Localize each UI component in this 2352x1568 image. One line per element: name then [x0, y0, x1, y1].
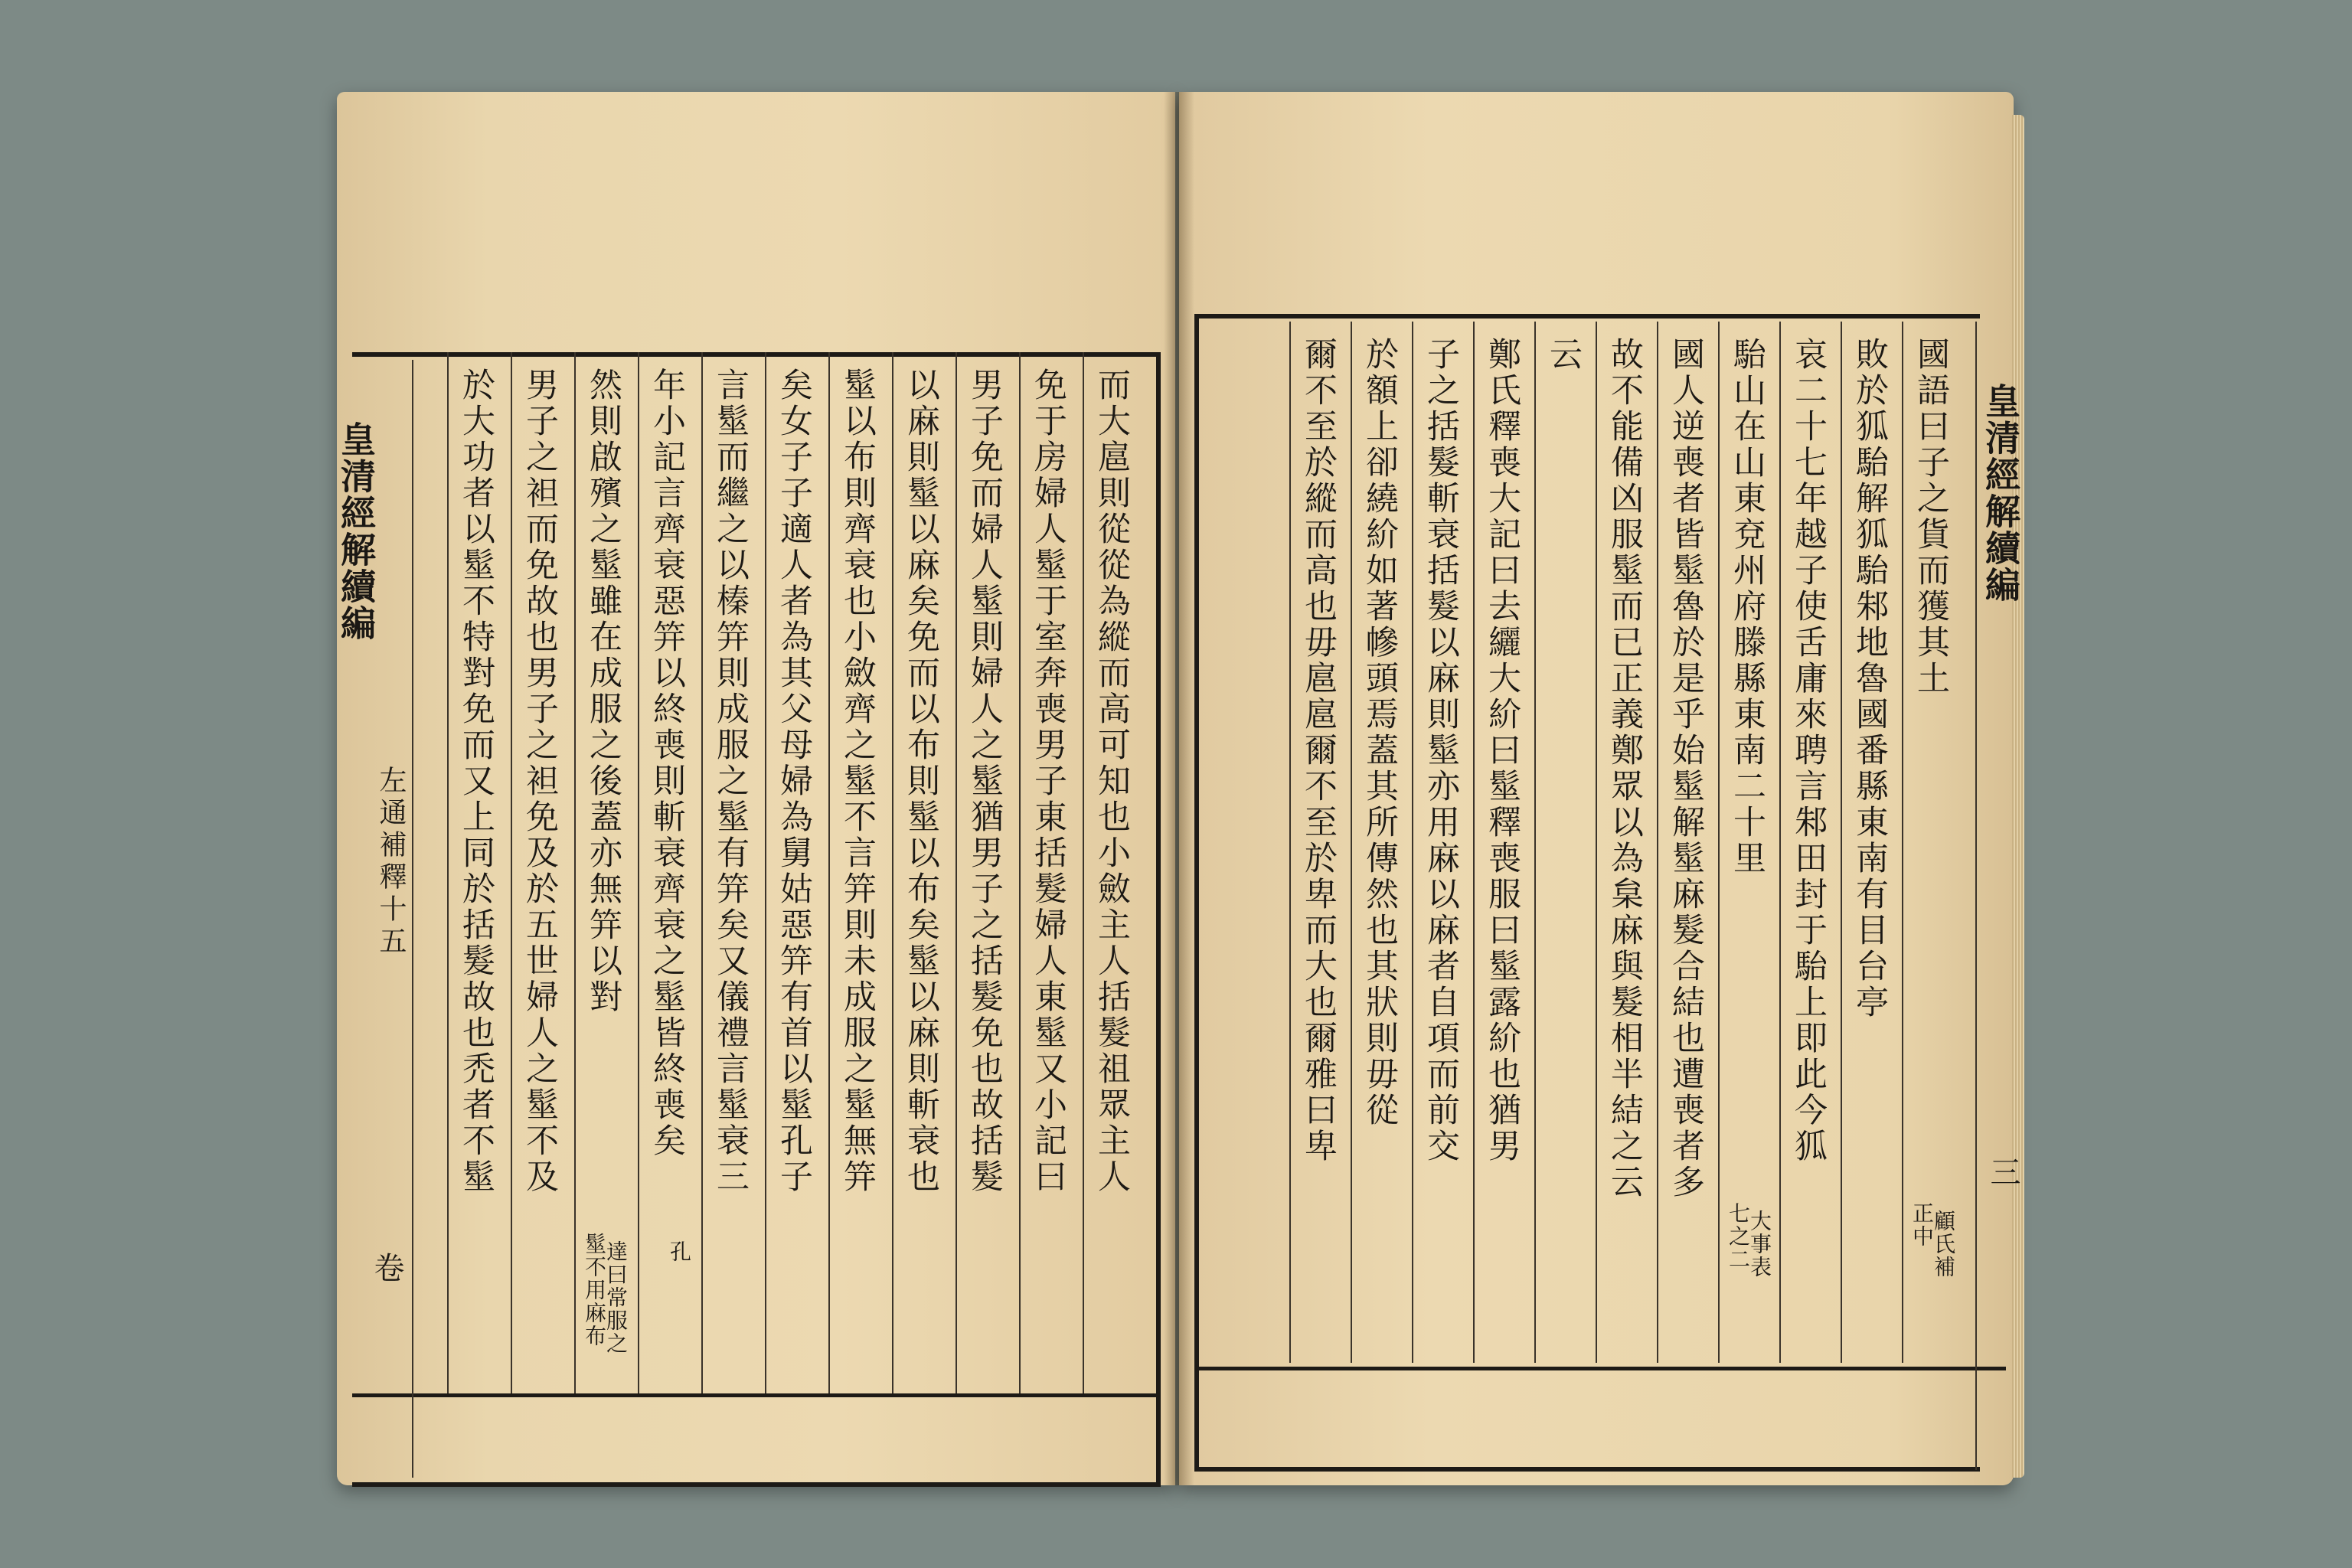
column-rule [1596, 322, 1597, 1363]
text-column: 鄭氏釋喪大記曰去纚大紒曰髽釋喪服曰髽露紒也猶男 [1483, 337, 1521, 1165]
column-rule [1902, 322, 1903, 1363]
text-column: 然則啟殯之髽雖在成服之後蓋亦無笄以對 [584, 368, 622, 1015]
text-column: 爾不至於縱而高也毋扈扈爾不至於卑而大也爾雅曰卑 [1299, 337, 1338, 1165]
book-gutter [1164, 92, 1194, 1485]
column-rule [1534, 322, 1536, 1363]
column-rule [1779, 322, 1781, 1363]
column-rule [1412, 322, 1413, 1363]
text-column: 國語曰子之貨而獲其土 [1912, 337, 1950, 697]
column-rule [1289, 322, 1291, 1363]
text-column: 而大扈則從從為縱而高可知也小斂主人括髮祖眾主人 [1093, 368, 1131, 1195]
left-margin-rule [412, 360, 413, 1478]
text-column: 男子免而婦人髽則婦人之髽猶男子之括髮免也故括髮 [965, 368, 1004, 1195]
text-column: 於額上卻繞紒如著幓頭焉蓋其所傳然也其狀則毋從 [1361, 337, 1399, 1129]
right-margin-number: 三 [1985, 1156, 2020, 1187]
right-margin-title: 皇清經解續編 [1980, 383, 2021, 603]
text-column: 故不能備凶服髽而已正義鄭眾以為枲麻與髮相半結之云 [1606, 337, 1644, 1200]
text-column: 哀二十七年越子使舌庸來聘言邾田封于駘上即此今狐 [1789, 337, 1828, 1165]
column-rule [638, 352, 639, 1393]
annotation-note: 髽不用麻布 [582, 1233, 607, 1348]
annotation-note: 正中 [1909, 1202, 1935, 1248]
text-column: 子之括髮斬衰括髮以麻則髽亦用麻以麻者自項而前交 [1422, 337, 1460, 1165]
annotation-note: 大事表 [1747, 1210, 1772, 1279]
left-margin-mark: 卷 [369, 1252, 404, 1282]
column-rule [1473, 322, 1475, 1363]
column-rule [1083, 352, 1084, 1393]
column-rule [1841, 322, 1842, 1363]
column-rule [701, 352, 703, 1393]
column-rule [1019, 352, 1021, 1393]
column-rule [447, 352, 449, 1393]
annotation-note: 七之二 [1726, 1202, 1751, 1271]
right-margin-rule [1975, 322, 1977, 1470]
column-rule [574, 352, 576, 1393]
open-book [335, 92, 2021, 1508]
text-column: 免于房婦人髽于室奔喪男子東括髮婦人東髽又小記曰 [1029, 368, 1067, 1195]
column-rule [1657, 322, 1658, 1363]
left-margin-subtitle: 左通補釋十五 [375, 766, 407, 959]
column-rule [1351, 322, 1352, 1363]
text-column: 於大功者以髽不特對免而又上同於括髮故也禿者不髽 [457, 368, 495, 1195]
column-rule [828, 352, 830, 1393]
column-rule [1718, 322, 1720, 1363]
text-column: 言髽而繼之以榛笄則成服之髽有笄矣又儀禮言髽衰三 [711, 368, 750, 1195]
column-rule [511, 352, 512, 1393]
text-column: 男子之袒而免故也男子之袒免及於五世婦人之髽不及 [521, 368, 559, 1195]
text-column: 國人逆喪者皆髽魯於是乎始髽解髽麻髮合結也遭喪者多 [1667, 337, 1705, 1200]
left-bottom-rule [352, 1393, 1160, 1397]
annotation-note: 顧氏補 [1931, 1210, 1956, 1279]
text-column: 年小記言齊衰惡笄以終喪則斬衰齊衰之髽皆終喪矣 [648, 368, 686, 1159]
right-bottom-rule [1194, 1367, 2006, 1370]
column-rule [956, 352, 957, 1393]
left-margin-title: 皇清經解續編 [335, 421, 377, 642]
text-column: 敗於狐駘解狐駘邾地魯國番縣東南有目台亭 [1851, 337, 1889, 1021]
annotation-note: 達曰常服之 [603, 1240, 629, 1355]
column-rule [765, 352, 766, 1393]
text-column: 以麻則髽以麻矣免而以布則髽以布矣髽以麻則斬衰也 [902, 368, 940, 1195]
text-column: 云 [1544, 337, 1583, 373]
page-edges [2012, 115, 2024, 1478]
column-rule [892, 352, 893, 1393]
text-column: 矣女子子適人者為其父母婦為舅姑惡笄有首以髽孔子 [775, 368, 813, 1195]
text-column: 髽以布則齊衰也小斂齊之髽不言笄則未成服之髽無笄 [838, 368, 877, 1195]
annotation-note: 孔 [667, 1240, 692, 1263]
text-column: 駘山在山東兗州府滕縣東南二十里 [1728, 337, 1766, 877]
